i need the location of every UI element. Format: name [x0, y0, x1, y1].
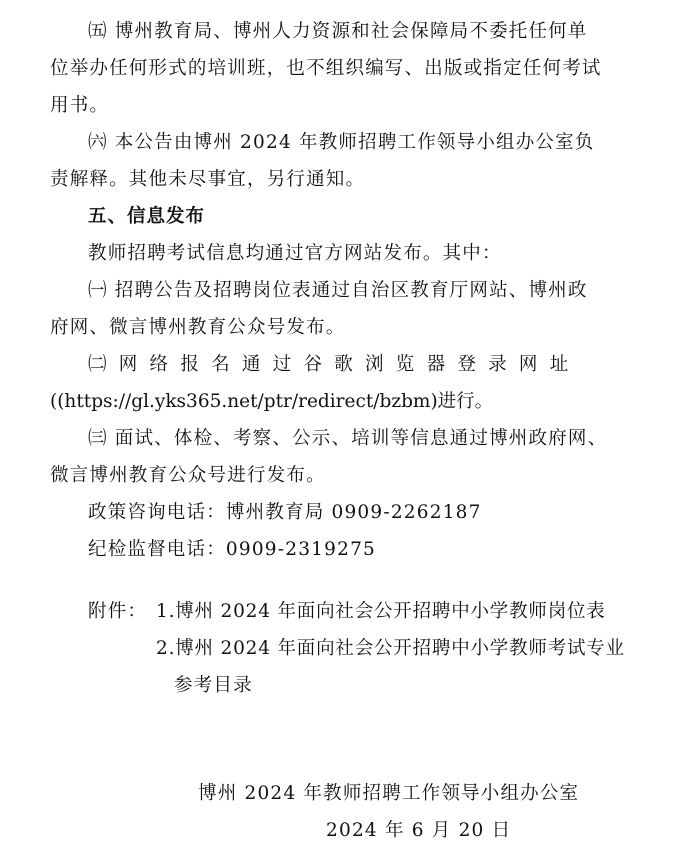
signature-org: 博州 2024 年教师招聘工作领导小组办公室	[198, 783, 580, 804]
item6-line1: ㈥ 本公告由博州 2024 年教师招聘工作领导小组办公室负	[88, 132, 595, 153]
sub1-line2: 府网、微言博州教育公众号发布。	[50, 317, 346, 338]
section5-intro: 教师招聘考试信息均通过官方网站发布。其中：	[88, 243, 502, 264]
sub3-line2: 微言博州教育公众号进行发布。	[50, 465, 326, 486]
attachment-2-line2: 参考目录	[174, 675, 253, 696]
sub3-line1: ㈢ 面试、体检、考察、公示、培训等信息通过博州政府网、	[88, 428, 608, 449]
attachment-1: 1.博州 2024 年面向社会公开招聘中小学教师岗位表	[156, 601, 606, 622]
policy-phone: 政策咨询电话：博州教育局 0909-2262187	[88, 502, 482, 523]
attachments-label: 附件：	[88, 601, 148, 622]
discipline-phone: 纪检监督电话：0909-2319275	[88, 539, 377, 560]
signature-date: 2024 年 6 月 20 日	[326, 820, 512, 841]
item5-line1: ㈤ 博州教育局、博州人力资源和社会保障局不委托任何单	[88, 21, 588, 42]
attachment-2-line1: 2.博州 2024 年面向社会公开招聘中小学教师考试专业	[156, 638, 625, 659]
sub2-line1: ㈡ 网 络 报 名 通 过 谷 歌 浏 览 器 登 录 网 址	[88, 354, 572, 375]
sub1-line1: ㈠ 招聘公告及招聘岗位表通过自治区教育厅网站、博州政	[88, 280, 588, 301]
item6-line2: 责解释。其他未尽事宜，另行通知。	[50, 169, 366, 190]
item5-line2: 位举办任何形式的培训班，也不组织编写、出版或指定任何考试	[50, 58, 602, 79]
item5-line3: 用书。	[50, 95, 110, 116]
section5-heading: 五、信息发布	[88, 206, 206, 227]
sub2-line2-url: ((https://gl.yks365.net/ptr/redirect/bzbm)进行。	[50, 391, 494, 412]
